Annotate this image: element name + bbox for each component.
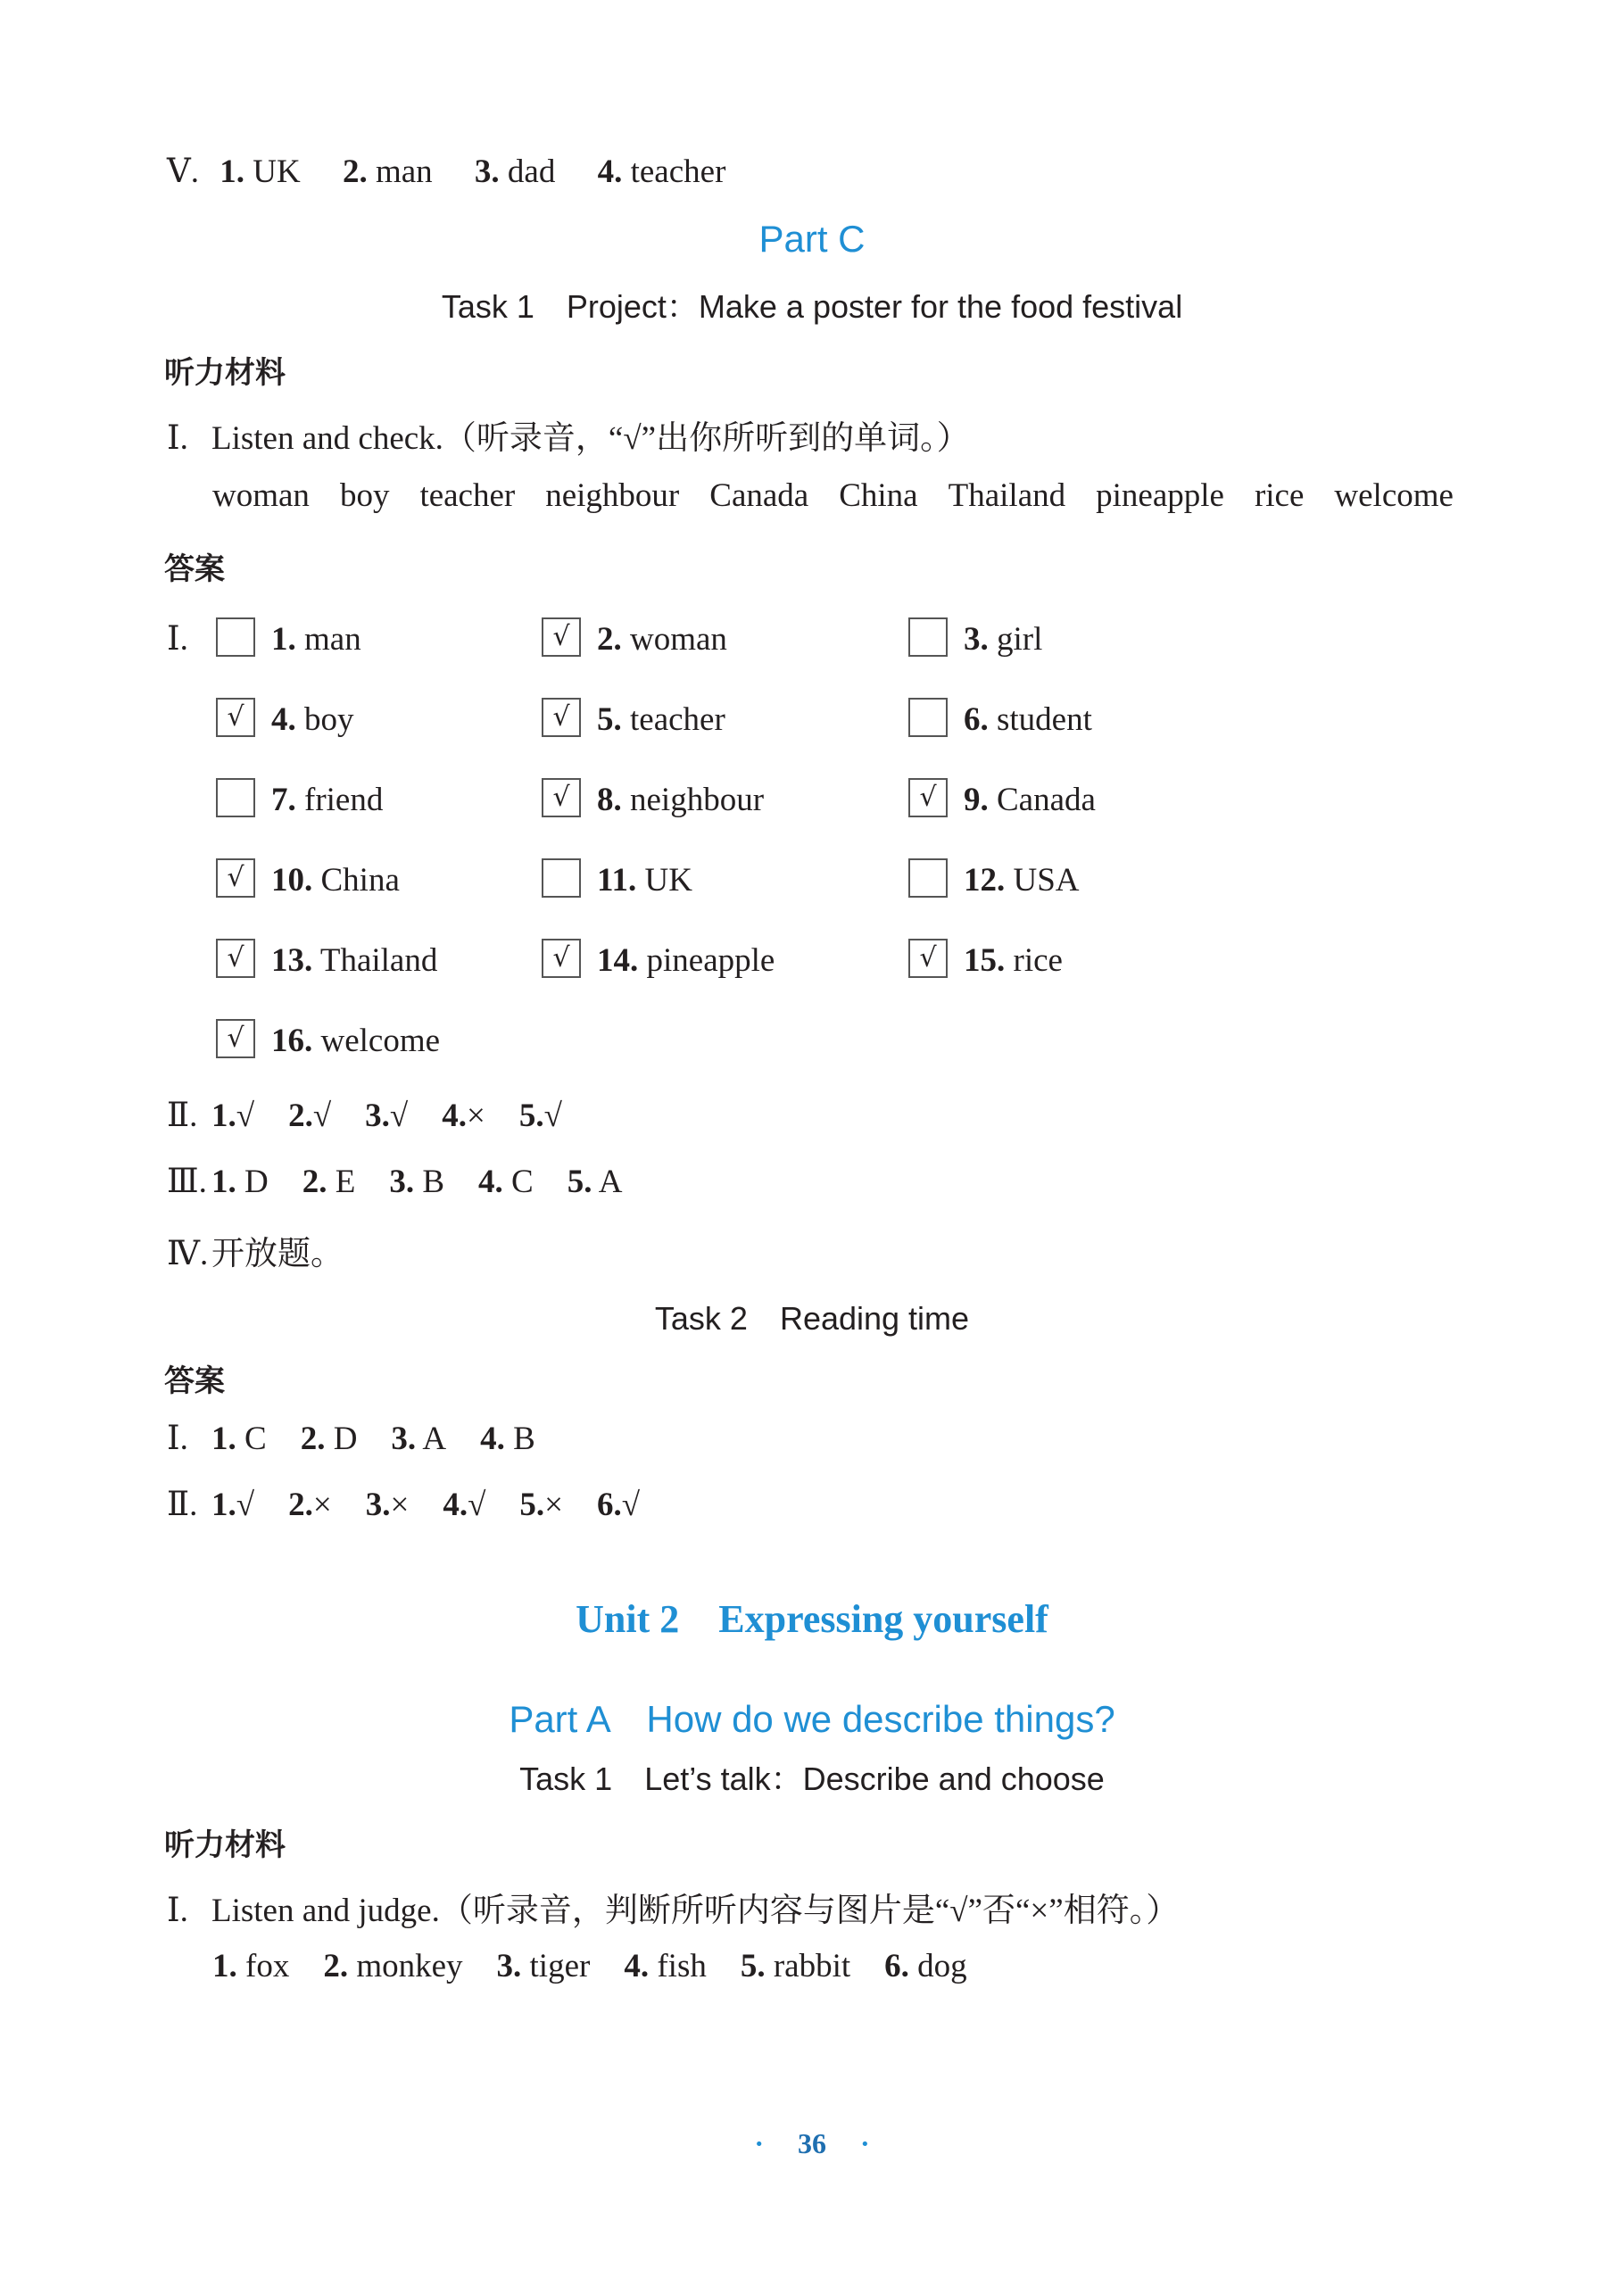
checkbox: [908, 858, 948, 898]
checkbox: √: [216, 858, 255, 898]
checkbox-roman: Ⅰ.: [167, 621, 188, 658]
checkbox: [216, 617, 255, 657]
answer-item: 3. A: [391, 1421, 447, 1457]
task1-title: Task 1 Project：Make a poster for the food festival: [441, 288, 1183, 325]
answer-row-ii: Ⅱ. 1.√ 2.√ 3.√ 4.× 5.√: [167, 1098, 562, 1134]
unit2-title: Unit 2 Expressing yourself: [576, 1597, 1048, 1641]
list-item: 3. tiger: [496, 1948, 591, 1984]
word: boy: [339, 477, 390, 514]
unit2-item-row: [212, 1947, 1001, 1985]
answer-item: 1. C: [211, 1421, 267, 1457]
answer-item: 3. dad: [474, 153, 556, 190]
list-item: 5. rabbit: [740, 1948, 851, 1984]
answer-item: 4. C: [478, 1164, 534, 1200]
page-footer: · 36 ·: [754, 2127, 870, 2159]
listening-word-list: [212, 476, 1484, 515]
answer-item: 2.×: [288, 1487, 332, 1523]
answer-item: 1. D: [211, 1164, 269, 1200]
task2-title: Task 2 Reading time: [654, 1300, 970, 1337]
checkbox: √: [542, 617, 581, 657]
answer-item: 1.√: [211, 1487, 255, 1523]
answer-item: 5.√: [518, 1098, 562, 1134]
list-item: 2. monkey: [323, 1948, 463, 1984]
answer-item: 3.×: [365, 1487, 410, 1523]
page-number: 36: [798, 2127, 826, 2159]
checkbox: √: [216, 1019, 255, 1058]
checkbox: √: [216, 939, 255, 978]
part-a-title: Part A How do we describe things?: [509, 1698, 1115, 1740]
unit2-task1-title: Task 1 Let’s talk：Describe and choose: [519, 1760, 1105, 1797]
answer-item: 5.×: [519, 1487, 563, 1523]
word: welcome: [1334, 477, 1454, 514]
answer-item: 2.√: [288, 1098, 332, 1134]
unit2-instruction: Ⅰ. Listen and judge.（听录音，判断所听内容与图片是“√”否“×”相符。）: [167, 1893, 1180, 1929]
word: woman: [212, 477, 310, 514]
checkbox: [542, 858, 581, 898]
word: Thailand: [948, 477, 1066, 514]
word: China: [839, 477, 918, 514]
word: Canada: [709, 477, 809, 514]
listening-instruction: Ⅰ. Listen and check.（听录音，“√”出你所听到的单词。）: [167, 420, 970, 457]
task2-answers-heading: 答案: [164, 1363, 225, 1399]
answer-item: 4. teacher: [597, 153, 726, 190]
task2-answer-row-i: Ⅰ. 1. C 2. D 3. A 4. B: [167, 1421, 535, 1457]
list-item: 1. fox: [212, 1948, 290, 1984]
answer-item: 1. UK: [220, 153, 301, 190]
word: neighbour: [545, 477, 680, 514]
checkbox: √: [542, 778, 581, 817]
checkbox: [908, 617, 948, 657]
list-item: 4. fish: [624, 1948, 707, 1984]
word: teacher: [419, 477, 516, 514]
checkbox: √: [908, 939, 948, 978]
answers-heading: 答案: [164, 551, 225, 587]
checkbox: √: [908, 778, 948, 817]
word: pineapple: [1096, 477, 1224, 514]
answer-item: 2. D: [300, 1421, 358, 1457]
answer-item: 4. B: [480, 1421, 535, 1457]
listening-heading: 听力材料: [164, 355, 286, 391]
answer-item: 3.√: [365, 1098, 409, 1134]
task2-answer-row-ii: Ⅱ. 1.√ 2.× 3.× 4.√ 5.× 6.√: [167, 1487, 641, 1523]
answer-item: 4.√: [443, 1487, 486, 1523]
answer-row-iv: Ⅳ. 开放题。: [167, 1236, 344, 1272]
checkbox: [216, 778, 255, 817]
answer-row-iii: Ⅲ. 1. D 2. E 3. B 4. C 5. A: [167, 1164, 623, 1200]
answer-item: 6.√: [597, 1487, 641, 1523]
answer-item: 3. B: [389, 1164, 445, 1200]
word: rice: [1254, 477, 1305, 514]
answer-row-v: [167, 152, 759, 191]
part-c-title: Part C: [758, 218, 866, 260]
checkbox: √: [216, 698, 255, 737]
answer-item: 4.×: [442, 1098, 485, 1134]
checkbox: √: [542, 698, 581, 737]
answer-item: 2. man: [342, 153, 433, 190]
roman-numeral: Ⅴ.: [167, 153, 199, 190]
list-item: 6. dog: [884, 1948, 967, 1984]
unit2-listening-heading: 听力材料: [164, 1827, 286, 1863]
answer-item: 1.√: [211, 1098, 255, 1134]
checkbox: [908, 698, 948, 737]
answer-item: 2. E: [302, 1164, 356, 1200]
answer-item: 5. A: [567, 1164, 623, 1200]
checkbox: √: [542, 939, 581, 978]
